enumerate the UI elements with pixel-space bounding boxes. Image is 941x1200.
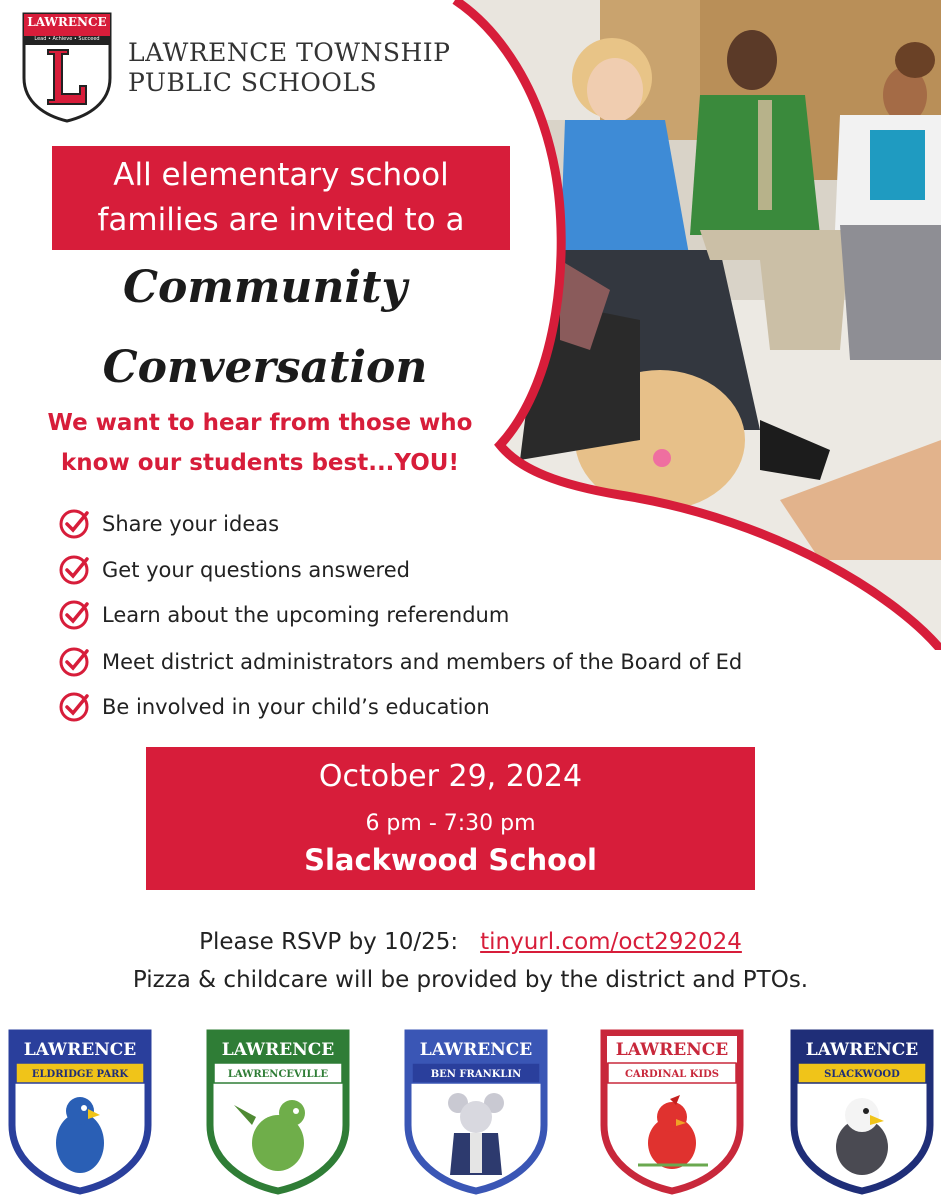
badge-subtitle: ELDRIDGE PARK — [31, 1069, 129, 1080]
event-location: Slackwood School — [304, 843, 597, 877]
invite-banner — [52, 146, 510, 250]
badge-subtitle: CARDINAL KIDS — [624, 1069, 720, 1080]
bullet-text: Be involved in your child’s education — [102, 695, 490, 719]
check-circle-icon — [58, 554, 90, 586]
event-details-box — [146, 747, 755, 890]
tagline-line1: We want to hear from those who — [47, 410, 473, 436]
bullet-item — [58, 598, 509, 632]
rsvp-link[interactable]: tinyurl.com/oct292024 — [480, 929, 742, 955]
event-title-line2: Conversation — [102, 342, 428, 393]
bullet-item — [58, 645, 742, 679]
check-circle-icon — [58, 508, 90, 540]
school-badge-eldridge-park — [6, 1025, 154, 1195]
org-name-line1: LAWRENCE TOWNSHIP — [128, 38, 451, 67]
bullet-text: Meet district administrators and members of the Board of Ed — [102, 650, 743, 674]
rsvp-label: Please RSVP by 10/25: — [199, 929, 459, 955]
invite-line2: families are invited to a — [97, 202, 465, 238]
school-badge-cardinal-kids — [598, 1025, 746, 1195]
bullet-text: Share your ideas — [102, 512, 280, 536]
bullet-text: Learn about the upcoming referendum — [102, 603, 510, 627]
bullet-item — [58, 690, 490, 724]
mouse-icon — [448, 1093, 504, 1175]
event-date: October 29, 2024 — [318, 759, 583, 794]
badge-subtitle: LAWRENCEVILLE — [227, 1069, 329, 1080]
pizza-childcare-note: Pizza & childcare will be provided by the district and PTOs. — [132, 967, 809, 993]
logo-motto: Lead • Achieve • Succeed — [34, 36, 100, 42]
badge-title: LAWRENCE — [221, 1040, 335, 1060]
badge-subtitle: BEN FRANKLIN — [430, 1069, 522, 1080]
bullet-item — [58, 553, 410, 587]
bullet-item — [58, 507, 279, 541]
school-badge-ben-franklin — [402, 1025, 550, 1195]
logo-word: LAWRENCE — [27, 15, 107, 29]
badge-title: LAWRENCE — [23, 1040, 137, 1060]
check-circle-icon — [58, 646, 90, 678]
event-title-line1: Community — [122, 262, 408, 313]
invite-line1: All elementary school — [113, 157, 449, 193]
school-badge-slackwood — [788, 1025, 936, 1195]
badge-title: LAWRENCE — [419, 1040, 533, 1060]
badge-title: LAWRENCE — [805, 1040, 919, 1060]
school-badge-lawrenceville — [204, 1025, 352, 1195]
badge-subtitle: SLACKWOOD — [824, 1069, 900, 1080]
check-circle-icon — [58, 691, 90, 723]
org-name-line2: PUBLIC SCHOOLS — [128, 68, 378, 97]
bullet-text: Get your questions answered — [102, 558, 410, 582]
check-circle-icon — [58, 599, 90, 631]
tagline-line2: know our students best...YOU! — [61, 450, 459, 476]
badge-title: LAWRENCE — [615, 1040, 729, 1060]
event-time: 6 pm - 7:30 pm — [365, 811, 536, 836]
rsvp-line — [0, 929, 941, 955]
